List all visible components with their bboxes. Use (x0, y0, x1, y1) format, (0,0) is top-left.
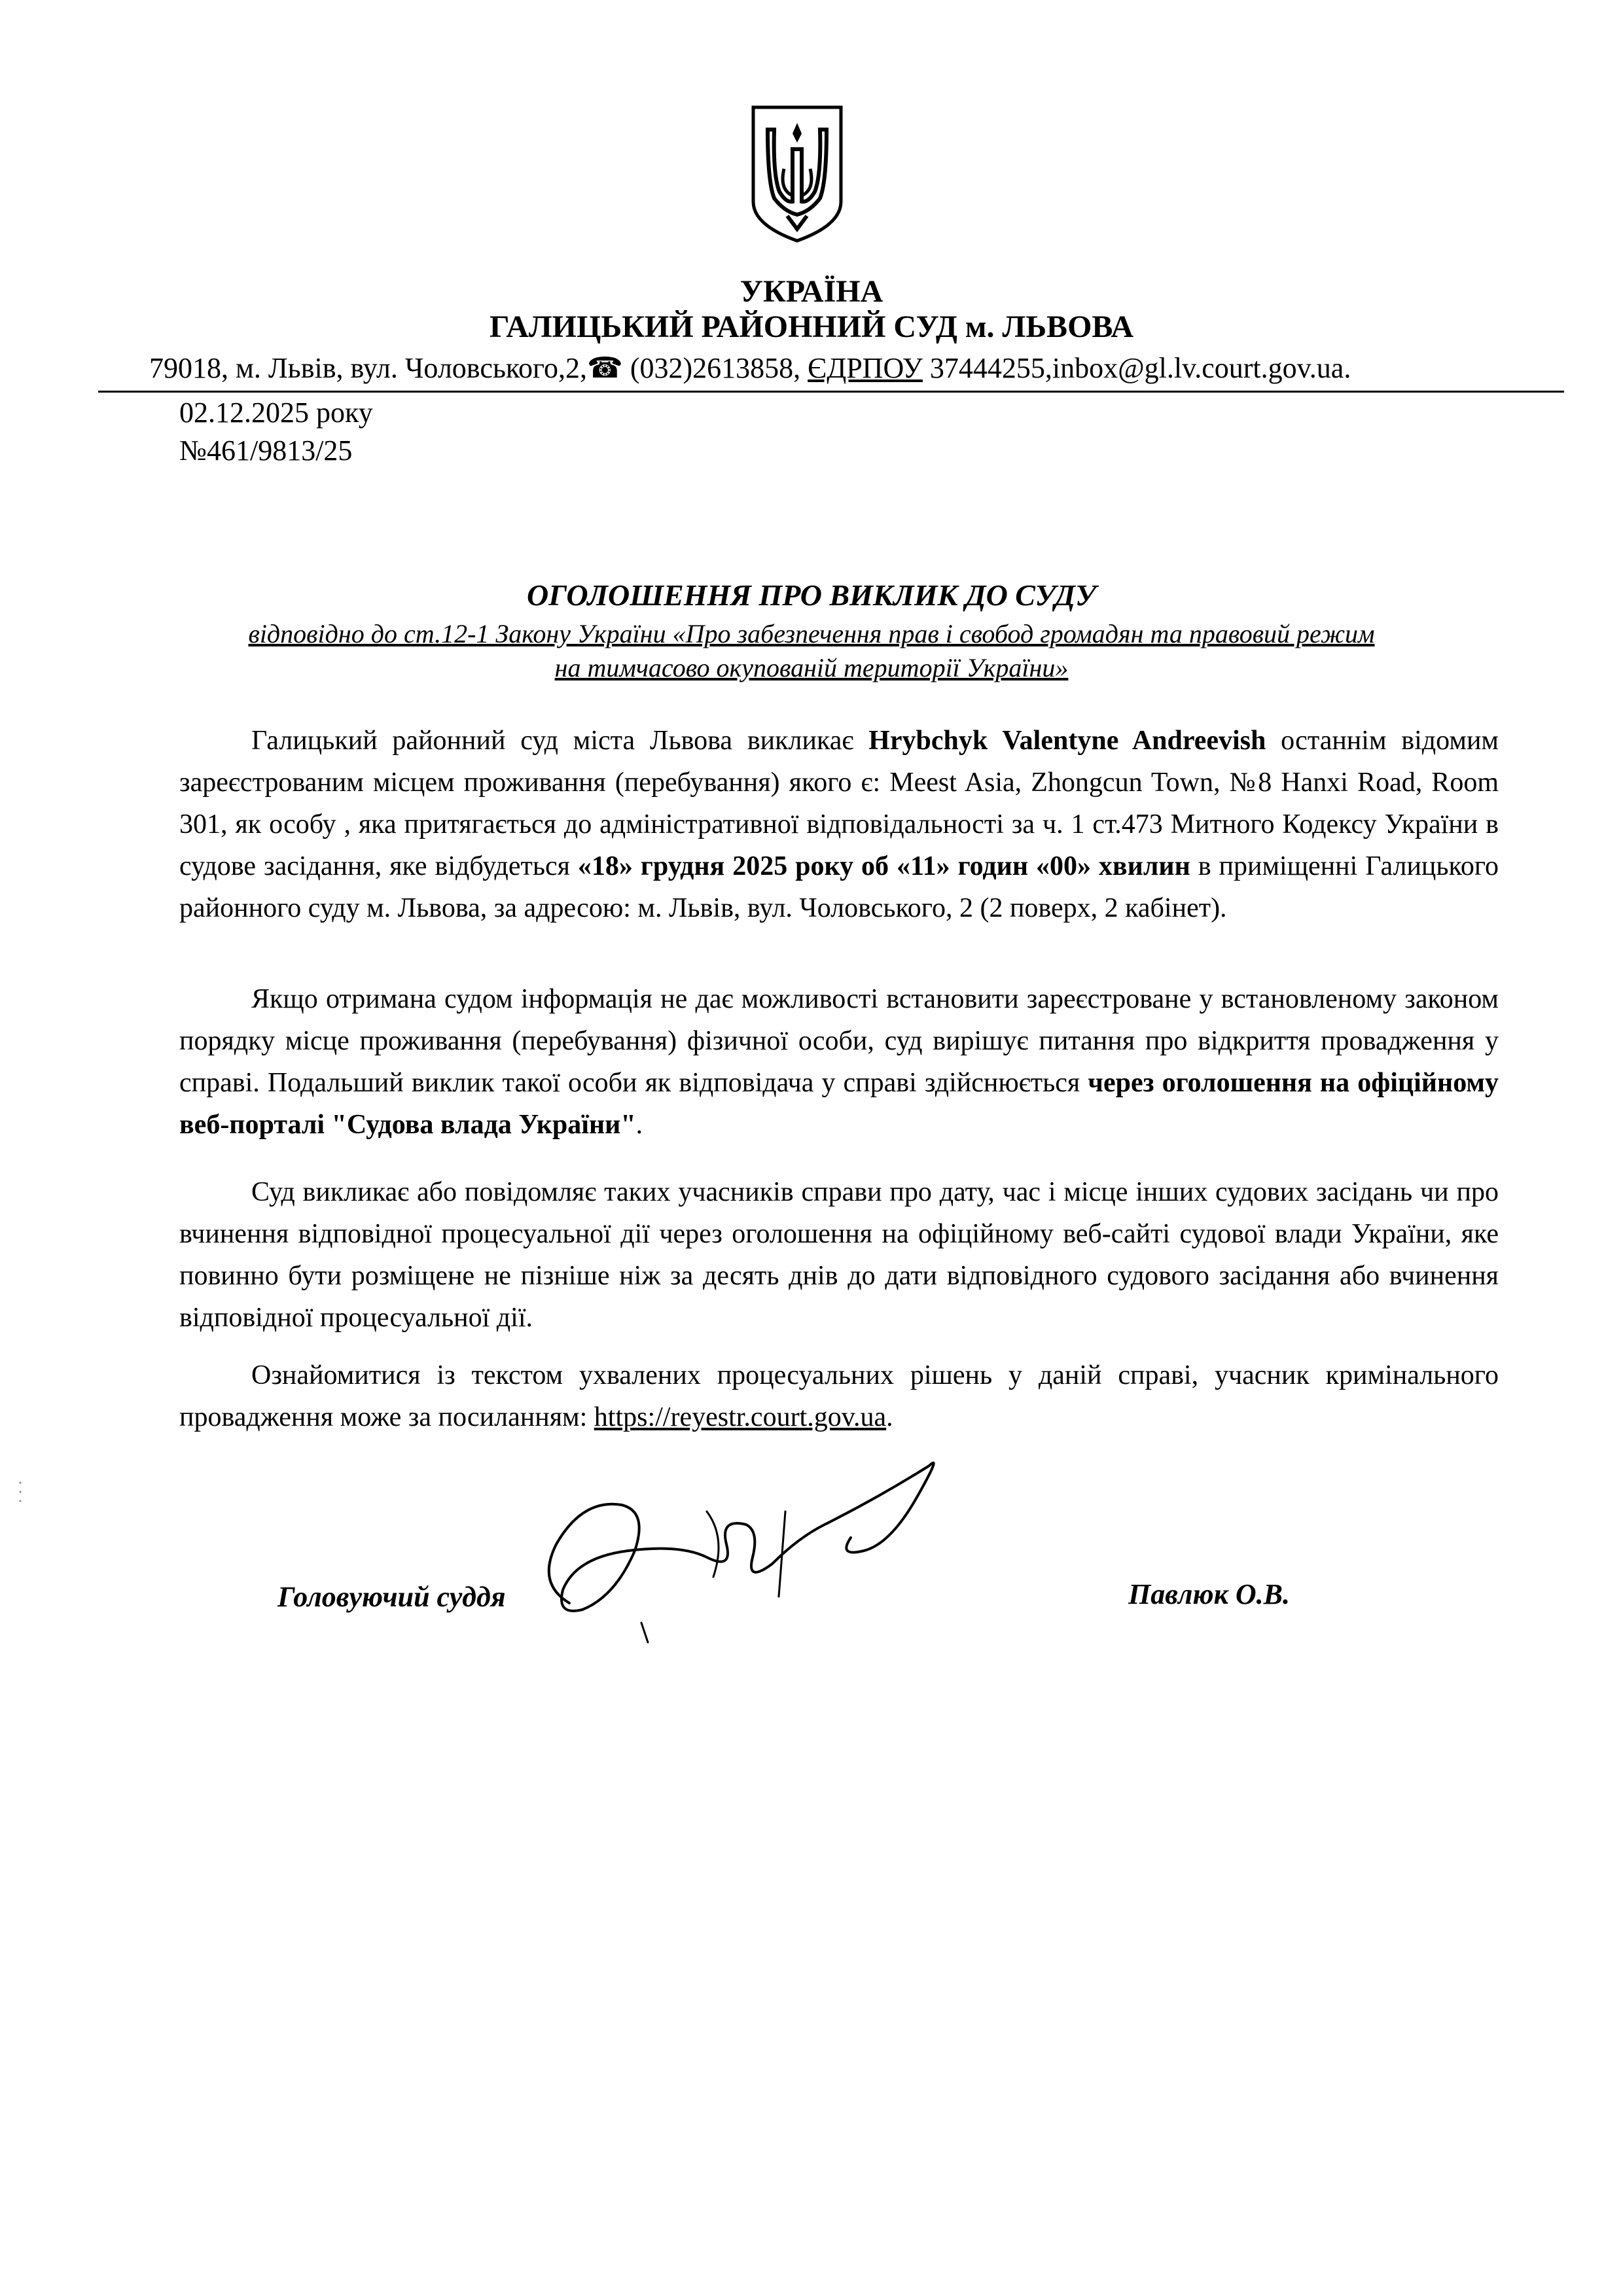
signature-label: Головуючий суддя (277, 1581, 506, 1613)
p1-middle: останнім відомим зареєстрованим місцем проживання (перебування) якого є: Meest Asia, Zhongcun Town, №8 Hanxi Road, Room 301, як особу , яка притягається до адміністративної відповідальності за ч. 1 ст.473 Митного Кодексу України в судове засідання, яке відбудеться (179, 726, 1499, 881)
address-part1: 79018, м. Львів, вул. Чоловського,2, (149, 352, 588, 384)
handwritten-signature (510, 1426, 982, 1649)
paragraph-registry (179, 1354, 1499, 1438)
p2-start: Якщо отримана судом інформація не дає можливості встановити зареєстроване у встановленому законом порядку місце проживання (перебування) фізичної особи, суд вирішує питання про відкриття провадження у справі. Подальший виклик такої особи як відповідача у справі здійснюється (179, 984, 1499, 1098)
summoned-person: Hrybchyk Valentyne Andreevish (868, 726, 1266, 756)
p1-end: в приміщенні Галицького районного суду м. Львова, за адресою: м. Львів, вул. Чоловського, 2 (2 поверх, 2 кабінет). (179, 851, 1499, 923)
phone-icon: ☎ (587, 352, 623, 384)
paragraph-notice (179, 978, 1499, 1146)
paragraph-summons (179, 720, 1499, 929)
judge-name: Павлюк О.В. (1128, 1578, 1291, 1610)
p3-text: Суд викликає або повідомляє таких учасників справи про дату, час і місце інших судових засідань чи про вчинення відповідної процесуальної дії через оголошення на офіційному веб-сайті судової влади України, яке повинно бути розміщене не пізніше ніж за десять днів до дати відповідного судового засідання або вчинення відповідної процесуальної дії. (179, 1177, 1499, 1333)
announcement-title: ОГОЛОШЕННЯ ПРО ВИКЛИК ДО СУДУ (527, 578, 1096, 612)
header-divider (98, 391, 1564, 393)
p4-text: Ознайомитися із текстом ухвалених процесуальних рішень у даній справі, учасник кримінального провадження може за посиланням: (179, 1360, 1499, 1432)
edrpou-label: ЄДРПОУ (808, 352, 923, 384)
country-title: УКРАЇНА (740, 274, 883, 309)
p2-end: . (635, 1110, 643, 1140)
court-address (149, 351, 1543, 386)
paragraph-further-notice (179, 1171, 1499, 1339)
address-part2: 37444255,inbox@gl.lv.court.gov.ua. (922, 352, 1351, 384)
document-date: 02.12.2025 року (179, 397, 373, 429)
announcement-subtitle-line1: відповідно до ст.12-1 Закону України «Про забезпечення прав і свобод громадян та правовий режим (248, 619, 1375, 648)
registry-link[interactable]: https://reyestr.court.gov.ua (594, 1402, 887, 1432)
announcement-subtitle-line2: на тимчасово окупованій території України» (554, 653, 1069, 682)
p4-end: . (886, 1402, 893, 1432)
hearing-datetime: «18» грудня 2025 року об «11» годин «00» хвилин (577, 851, 1190, 881)
margin-marks (18, 1479, 22, 1505)
court-name: ГАЛИЦЬКИЙ РАЙОННИЙ СУД м. ЛЬВОВА (489, 309, 1134, 344)
phone-number: (032)2613858, (630, 352, 801, 384)
coat-of-arms-icon (748, 103, 846, 245)
document-number: №461/9813/25 (179, 434, 353, 467)
p1-intro: Галицький районний суд міста Львова викликає (251, 726, 869, 756)
p2-bold: через оголошення на офіційному веб-порталі "Судова влада України" (179, 1068, 1499, 1140)
